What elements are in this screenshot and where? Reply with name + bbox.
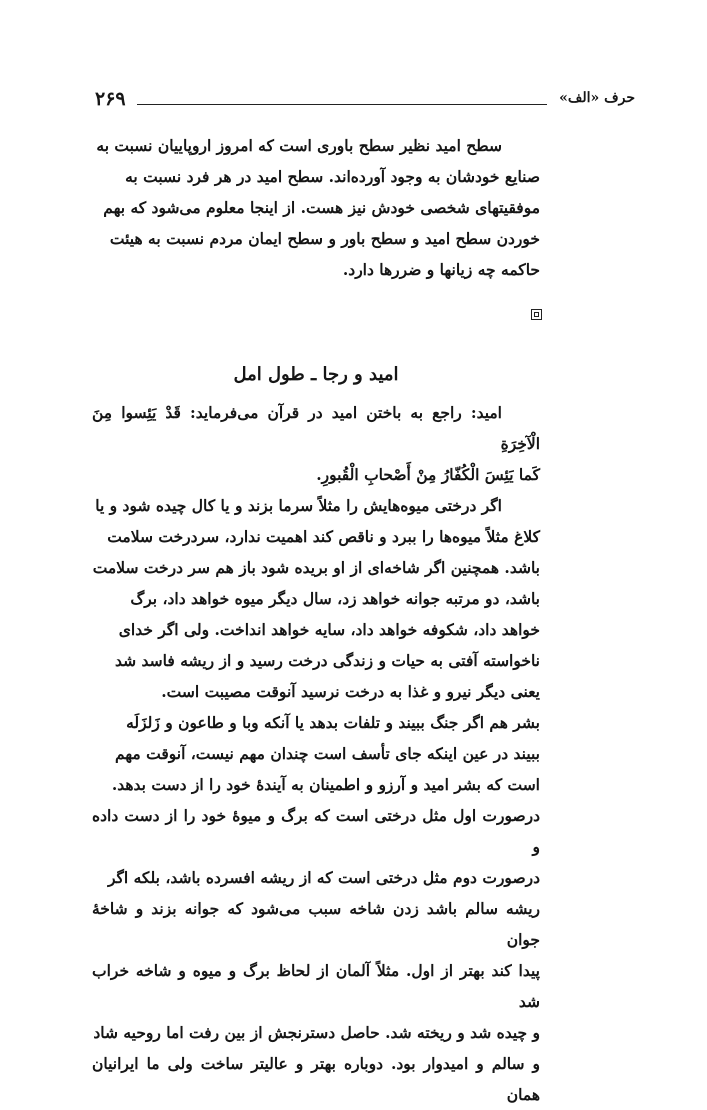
running-title: حرف «الف» — [559, 90, 635, 106]
text-line: ناخواسته آفتی به حیات و زندگی درخت رسید و از ریشه فاسد شد — [115, 651, 540, 670]
intro-paragraph — [92, 130, 540, 285]
text-line: یعنی دیگر نیرو و غذا به درخت نرسید آنوقت مصیبت است. — [161, 682, 540, 701]
text-line: باشد، دو مرتبه جوانه خواهد زد، سال دیگر میوه خواهد داد، برگ — [130, 589, 540, 608]
text-line: و سالم و امیدوار بود. دوباره بهتر و عالیتر ساخت ولی ما ایرانیان همان — [92, 1054, 540, 1104]
section-end-icon — [531, 309, 542, 320]
text-line: ریشه سالم باشد زدن شاخه سبب می‌شود که جوانه بزند و شاخهٔ جوان — [92, 899, 540, 949]
text-line: سطح امید نظیر سطح باوری است که امروز اروپاییان نسبت به — [96, 136, 502, 155]
section-body — [92, 397, 540, 1110]
text-line: درصورت اول مثل درختی است که برگ و میوهٔ خود را از دست داده و — [92, 806, 540, 856]
text-line: موفقیتهای شخصی خودش نیز هست. از اینجا معلوم می‌شود که بهم — [103, 198, 540, 217]
page-number: ۲۶۹ — [95, 88, 126, 110]
text-line: صنایع خودشان به وجود آورده‌اند. سطح امید در هر فرد نسبت به — [125, 167, 540, 186]
text-line: باشد. همچنین اگر شاخه‌ای از او بریده شود باز هم سر درخت سلامت — [92, 558, 540, 577]
text-line: است که بشر امید و آرزو و اطمینان به آیندهٔ خود را از دست بدهد. — [111, 775, 540, 794]
text-line: ببیند در عین اینکه جای تأسف است چندان مهم نیست، آنوقت مهم — [114, 744, 540, 763]
text-line: و چیده شد و ریخته شد. حاصل دسترنجش از بین رفت اما روحیه شاد — [93, 1023, 540, 1042]
text-line: امید: راجع به باختن امید در قرآن می‌فرماید: قَدْ يَئِسوا مِنَ الْآخِرَةِ — [92, 403, 540, 453]
page-header — [95, 88, 635, 112]
text-line: اگر درختی میوه‌هایش را مثلاً سرما بزند و یا کال چیده شود و یا — [95, 496, 502, 515]
section-heading: امید و رجا ـ طول امل — [233, 364, 399, 385]
header-rule — [137, 104, 547, 105]
text-line: حاکمه چه زیانها و ضررها دارد. — [342, 260, 540, 279]
text-line: پیدا کند بهتر از اول. مثلاً آلمان از لحاظ برگ و میوه و شاخه خراب شد — [92, 961, 540, 1011]
text-line: خواهد داد، شکوفه خواهد داد، سایه خواهد انداخت. ولی اگر خدای — [118, 620, 540, 639]
text-line: خوردن سطح امید و سطح باور و سطح ایمان مردم نسبت به هیئت — [109, 229, 540, 248]
text-line: بشر هم اگر جنگ ببیند و تلفات بدهد یا آنکه وبا و طاعون و زَلزَلَه — [126, 713, 540, 732]
text-line: كَما يَئِسَ الْكُفّارُ مِنْ أَصْحابِ الْقُبورِ. — [316, 465, 540, 484]
text-line: کلاغ مثلاً میوه‌ها را ببرد و ناقص کند اهمیت ندارد، سردرخت سلامت — [107, 527, 540, 546]
text-line: درصورت دوم مثل درختی است که از ریشه افسرده باشد، بلکه اگر — [107, 868, 540, 887]
